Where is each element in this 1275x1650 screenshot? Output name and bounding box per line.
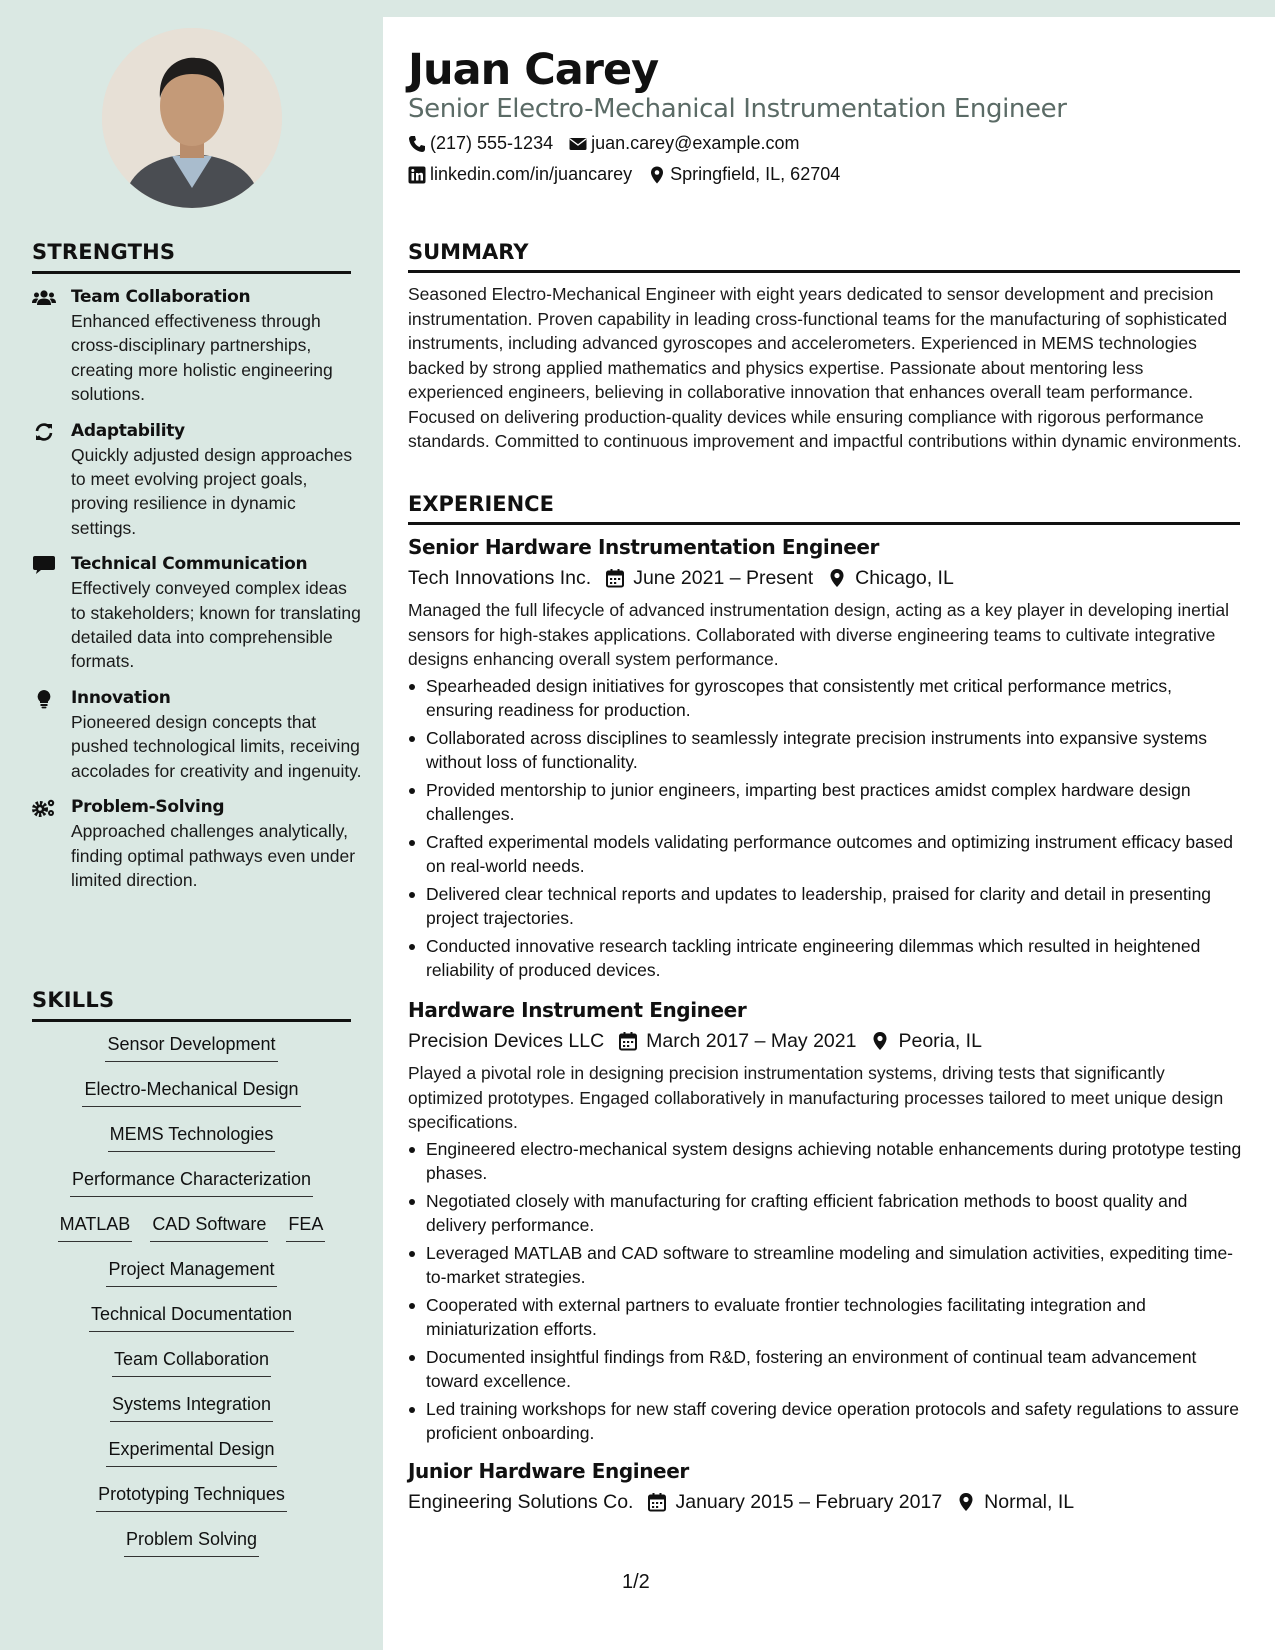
main-content	[383, 17, 1275, 1650]
location-contact	[648, 164, 840, 185]
job-dates: June 2021 – Present	[633, 567, 814, 589]
job-company: Engineering Solutions Co.	[408, 1491, 634, 1513]
linkedin-contact[interactable]	[408, 164, 632, 185]
skill-tag: Performance Characterization	[70, 1167, 313, 1197]
bullet-item: Documented insightful findings from R&D, fostering an environment of continual team advancement toward excellence.	[408, 1345, 1243, 1394]
skills-list	[32, 1032, 351, 1572]
job-location: Peoria, IL	[898, 1030, 982, 1052]
skill-tag: Project Management	[106, 1257, 276, 1287]
skill-tag: MEMS Technologies	[108, 1122, 276, 1152]
strength-title: Team Collaboration	[71, 287, 251, 307]
calendar-icon	[605, 568, 625, 588]
bullet-item: Collaborated across disciplines to seamlessly integrate precision instruments into expansive systems without loss of functionality.	[408, 726, 1243, 775]
skill-tag: Experimental Design	[106, 1437, 276, 1467]
bullet-item: Delivered clear technical reports and updates to leadership, praised for clarity and detail in presenting project trajectories.	[408, 882, 1243, 931]
skill-row	[32, 1437, 351, 1482]
job-entry	[408, 1457, 1243, 1517]
phone-text: (217) 555-1234	[430, 133, 554, 153]
job-position: Senior Hardware Instrumentation Engineer	[408, 535, 880, 559]
strength-description: Approached challenges analytically, finding optimal pathways even under limited direction.	[71, 821, 356, 890]
job-title: Senior Electro-Mechanical Instrumentation Engineer	[408, 94, 1067, 124]
profile-photo	[102, 28, 282, 208]
skill-tag: Team Collaboration	[112, 1347, 271, 1377]
job-entry	[408, 533, 1243, 986]
strength-description: Effectively conveyed complex ideas to stakeholders; known for translating detailed data into comprehensible formats.	[71, 578, 361, 672]
page-number: 1/2	[622, 1571, 650, 1593]
bullet-item: Leveraged MATLAB and CAD software to streamline modeling and simulation activities, expediting time-to-market strategies.	[408, 1241, 1243, 1290]
skill-tag: MATLAB	[58, 1212, 133, 1242]
linkedin-text[interactable]: linkedin.com/in/juancarey	[430, 164, 633, 184]
contact-row	[408, 164, 856, 185]
strength-item	[32, 419, 362, 541]
job-meta	[408, 1026, 1243, 1056]
email-text[interactable]: juan.carey@example.com	[591, 133, 800, 153]
email-contact[interactable]	[569, 133, 799, 154]
job-meta	[408, 563, 1243, 593]
linkedin-icon	[408, 166, 426, 184]
bullet-item: Crafted experimental models validating performance outcomes and optimizing instrument efficacy based on real-world needs.	[408, 830, 1243, 879]
skill-row	[32, 1347, 351, 1392]
candidate-name: Juan Carey	[408, 45, 659, 95]
strength-title: Problem-Solving	[71, 797, 225, 818]
job-company: Precision Devices LLC	[408, 1030, 605, 1052]
strength-description: Pioneered design concepts that pushed technological limits, receiving accolades for creativity and ingenuity.	[71, 711, 362, 781]
phone-contact	[408, 133, 553, 154]
skill-tag: Problem Solving	[124, 1527, 259, 1557]
job-company: Tech Innovations Inc.	[408, 567, 592, 589]
strength-description: Quickly adjusted design approaches to meet evolving project goals, proving resilience in dynamic settings.	[71, 444, 353, 538]
strength-item	[32, 552, 362, 674]
skill-row	[32, 1167, 351, 1212]
skill-row	[32, 1527, 351, 1572]
job-dates: January 2015 – February 2017	[675, 1491, 943, 1513]
bullet-item: Led training workshops for new staff covering device operation protocols and safety regulations to assure proficient onboarding.	[408, 1397, 1243, 1446]
skill-tag: Electro-Mechanical Design	[82, 1077, 300, 1107]
skills-heading: SKILLS	[32, 988, 351, 1022]
skill-row	[32, 1077, 351, 1122]
bullet-item: Cooperated with external partners to evaluate frontier technologies facilitating integration and miniaturization efforts.	[408, 1293, 1243, 1342]
bullet-item: Provided mentorship to junior engineers, imparting best practices amidst complex hardware design challenges.	[408, 778, 1243, 827]
map-pin-icon	[827, 568, 847, 588]
summary-text: Seasoned Electro-Mechanical Engineer with eight years dedicated to sensor development and precision instrumentation. Proven capability in leading cross-functional teams for the manufacturing of sophisticated instruments, including advanced gyroscopes and accelerometers. Experienced in MEMS technologies backed by strong applied mathematics and physics expertise. Passionate about mentoring less experienced engineers, believing in collaborative innovation that enhances overall team performance. Focused on delivering production-quality devices while ensuring compliance with rigorous performance standards. Committed to continuous improvement and impactful contributions within dynamic environments.	[408, 284, 1242, 451]
calendar-icon	[647, 1492, 667, 1512]
phone-icon	[408, 135, 426, 153]
job-position: Hardware Instrument Engineer	[408, 998, 747, 1022]
job-location: Normal, IL	[984, 1491, 1075, 1513]
location-text: Springfield, IL, 62704	[670, 164, 841, 184]
strength-title: Innovation	[71, 687, 171, 708]
bullet-item: Engineered electro-mechanical system designs achieving notable enhancements during prototype testing phases.	[408, 1137, 1243, 1186]
refresh-icon	[32, 422, 56, 442]
skill-tag: Sensor Development	[105, 1032, 277, 1062]
strength-description: Enhanced effectiveness through cross-disciplinary partnerships, creating more holistic engineering solutions.	[71, 311, 333, 405]
skill-row	[32, 1122, 351, 1167]
bullet-item: Conducted innovative research tackling intricate engineering dilemmas which resulted in heightened reliability of produced devices.	[408, 934, 1243, 983]
strength-item	[32, 285, 362, 407]
summary-heading: SUMMARY	[408, 240, 1240, 273]
skill-row	[32, 1392, 351, 1437]
strength-item	[32, 686, 362, 783]
strength-item	[32, 795, 362, 892]
skill-tag: CAD Software	[150, 1212, 268, 1242]
strengths-heading: STRENGTHS	[32, 240, 351, 274]
map-pin-icon	[648, 166, 666, 184]
contact-row	[408, 133, 815, 154]
job-position: Junior Hardware Engineer	[408, 1459, 689, 1483]
sidebar	[0, 0, 383, 1650]
strength-title: Adaptability	[71, 420, 185, 441]
map-pin-icon	[870, 1031, 890, 1051]
job-bullets	[408, 674, 1243, 983]
experience-heading: EXPERIENCE	[408, 492, 1240, 525]
map-pin-icon	[956, 1492, 976, 1512]
gears-icon	[32, 798, 56, 818]
job-dates: March 2017 – May 2021	[646, 1030, 857, 1052]
skill-row	[32, 1212, 351, 1257]
skill-row	[32, 1032, 351, 1077]
job-entry	[408, 996, 1243, 1449]
lightbulb-icon	[32, 689, 56, 709]
calendar-icon	[618, 1031, 638, 1051]
job-description: Played a pivotal role in designing precision instrumentation systems, driving tests that significantly optimized prototypes. Engaged collaboratively in manufacturing processes tailored to meet unique design specifications.	[408, 1063, 1224, 1132]
skill-tag: Systems Integration	[110, 1392, 273, 1422]
envelope-icon	[569, 135, 587, 153]
skill-tag: Technical Documentation	[89, 1302, 294, 1332]
skill-row	[32, 1257, 351, 1302]
skill-row	[32, 1482, 351, 1527]
job-location: Chicago, IL	[855, 567, 954, 589]
users-icon	[32, 288, 56, 308]
job-bullets	[408, 1137, 1243, 1446]
comment-icon	[32, 555, 56, 575]
strengths-list	[32, 285, 362, 904]
bullet-item: Spearheaded design initiatives for gyroscopes that consistently met critical performance metrics, ensuring readiness for production.	[408, 674, 1243, 723]
bullet-item: Negotiated closely with manufacturing for crafting efficient fabrication methods to boost quality and delivery performance.	[408, 1189, 1243, 1238]
skill-tag: Prototyping Techniques	[96, 1482, 287, 1512]
skill-tag: FEA	[286, 1212, 325, 1242]
skill-row	[32, 1302, 351, 1347]
job-description: Managed the full lifecycle of advanced instrumentation design, acting as a key player in developing inertial sensors for high-stakes applications. Collaborated with diverse engineering teams to cultivate integrative designs enhancing overall system performance.	[408, 600, 1230, 669]
job-meta	[408, 1487, 1243, 1517]
strength-title: Technical Communication	[71, 554, 308, 575]
